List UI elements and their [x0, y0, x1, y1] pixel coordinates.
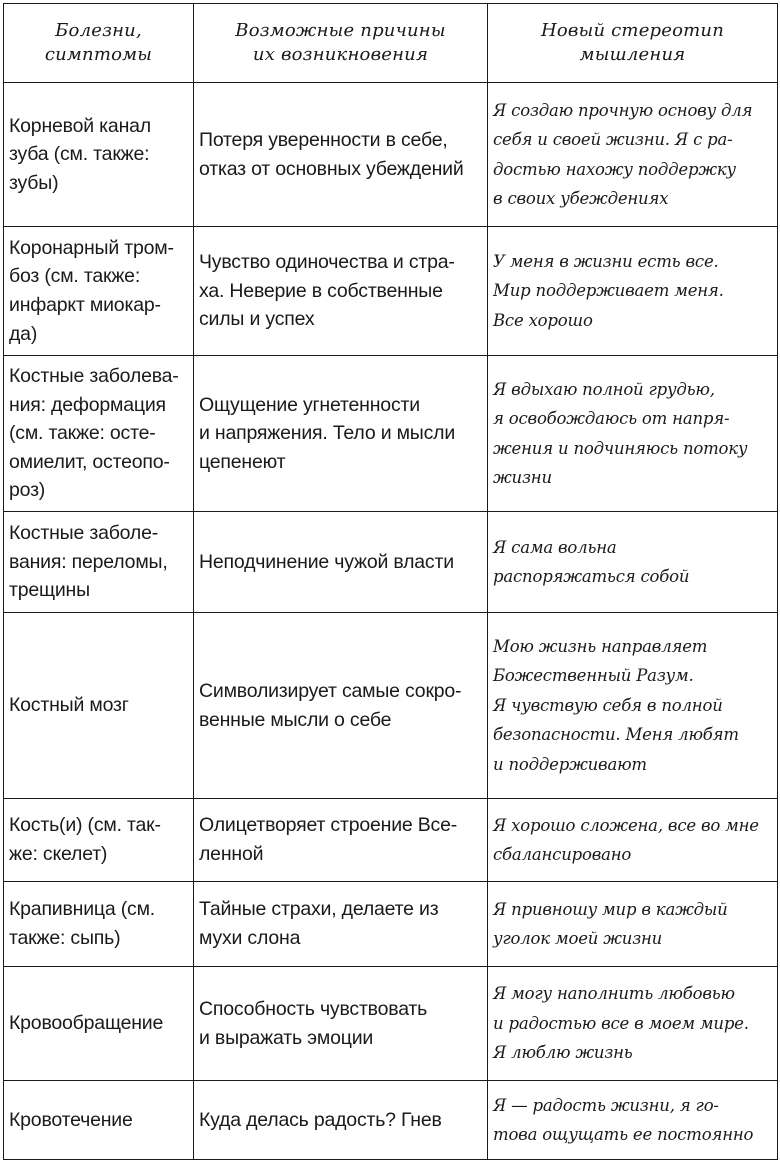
- cause-cell: [194, 613, 488, 799]
- disease-cell: [4, 799, 194, 882]
- affirmation-line: Я хорошо сложена, все во мне: [493, 815, 759, 835]
- disease-cell: [4, 967, 194, 1081]
- table-row: [4, 512, 778, 613]
- affirmation-cell: [488, 227, 778, 356]
- disease-cell: [4, 882, 194, 967]
- affirmation-line: Я чувствую себя в полной: [493, 695, 723, 715]
- cause-line: и выражать эмоции: [199, 1026, 374, 1049]
- cause-line: венные мысли о себе: [199, 708, 392, 731]
- affirmation-line: в своих убеждениях: [493, 189, 669, 208]
- table-row: [4, 1081, 778, 1160]
- cause-line: силы и успех: [199, 308, 315, 331]
- disease-cell: [4, 356, 194, 512]
- cause-line: Олицетворяет строение Все-: [199, 814, 458, 837]
- disease-cell: [4, 512, 194, 613]
- disease-line: инфаркт миокар-: [9, 294, 161, 316]
- affirmation-line: жизни: [493, 468, 552, 487]
- affirmation-line: Я сама вольна: [493, 537, 617, 557]
- cause-cell: [194, 799, 488, 882]
- table-row: [4, 882, 778, 967]
- cause-cell: [194, 83, 488, 227]
- affirmation-line: Мою жизнь направляет: [493, 636, 708, 656]
- table-row: [4, 799, 778, 882]
- disease-line: Коронарный тром-: [9, 236, 174, 259]
- affirmation-cell: [488, 1081, 778, 1160]
- disease-cell: [4, 227, 194, 356]
- affirmation-line: Божественный Разум.: [493, 666, 694, 686]
- cause-line: цепенеют: [199, 450, 286, 473]
- affirmation-line: Я люблю жизнь: [493, 1043, 633, 1063]
- affirmation-line: жения и подчиняюсь потоку: [493, 438, 748, 458]
- cause-line: Символизирует самые сокро-: [199, 679, 462, 702]
- affirmation-line: Я — радость жизни, я го-: [493, 1095, 719, 1115]
- cause-cell: [194, 356, 488, 512]
- affirmation-line: я освобождаюсь от напря-: [493, 409, 730, 428]
- header-line: их возникновения: [252, 44, 429, 65]
- cause-cell: [194, 1081, 488, 1160]
- cause-line: Неподчинение чужой власти: [199, 550, 454, 573]
- disease-cell: [4, 613, 194, 799]
- table-row: [4, 227, 778, 356]
- affirmation-cell: [488, 512, 778, 613]
- cause-cell: [194, 882, 488, 967]
- disease-line: Крапивница (см.: [9, 898, 156, 921]
- affirmation-line: уголок моей жизни: [493, 929, 663, 948]
- disease-line: трещины: [9, 579, 90, 602]
- header-line: мышления: [579, 44, 686, 65]
- cause-line: и напряжения. Тело и мысли: [199, 422, 456, 445]
- cause-cell: [194, 967, 488, 1081]
- affirmation-line: и поддерживают: [493, 754, 647, 774]
- affirmation-cell: [488, 799, 778, 882]
- affirmation-line: Мир поддерживает меня.: [493, 281, 724, 301]
- disease-line: омиелит, остеопо-: [9, 450, 170, 473]
- affirmation-line: себя и своей жизни. Я с ра-: [493, 130, 733, 149]
- cause-line: Ощущение угнетенности: [199, 393, 420, 416]
- header-row: [4, 4, 778, 83]
- header-causes: [194, 4, 488, 83]
- disease-line: да): [9, 322, 38, 345]
- cause-line: Способность чувствовать: [199, 997, 428, 1020]
- cause-line: отказ от основных убеждений: [199, 157, 464, 180]
- disease-line: боз (см. также:: [9, 265, 141, 288]
- header-diseases: [4, 4, 194, 83]
- header-line: симптомы: [44, 44, 153, 65]
- cause-line: Тайные страхи, делаете из: [199, 898, 439, 921]
- affirmation-cell: [488, 356, 778, 512]
- affirmation-cell: [488, 967, 778, 1081]
- table-row: [4, 356, 778, 512]
- cause-cell: [194, 227, 488, 356]
- affirmation-line: сбалансировано: [493, 845, 632, 864]
- disease-line: Кровотечение: [9, 1108, 133, 1131]
- affirmation-cell: [488, 613, 778, 799]
- affirmation-line: безопасности. Меня любят: [493, 725, 739, 745]
- disease-line: Кровообращение: [9, 1012, 164, 1035]
- disease-line: зубы): [9, 171, 59, 194]
- header-affirmation: [488, 4, 778, 83]
- disease-line: Кость(и) (см. так-: [9, 814, 161, 837]
- affirmation-cell: [488, 83, 778, 227]
- disease-line: роз): [9, 479, 46, 502]
- affirmation-line: Я могу наполнить любовью: [493, 984, 735, 1004]
- disease-line: же: скелет): [9, 843, 108, 865]
- disease-line: вания: переломы,: [9, 550, 168, 573]
- affirmation-cell: [488, 882, 778, 967]
- affirmation-line: Я привношу мир в каждый: [493, 899, 728, 919]
- disease-line: Костный мозг: [9, 694, 129, 717]
- cause-line: Куда делась радость? Гнев: [199, 1108, 442, 1131]
- affirmation-line: това ощущать ее постоянно: [493, 1125, 754, 1144]
- affirmation-line: распоряжаться собой: [493, 567, 690, 586]
- affirmation-line: и радостью все в моем мире.: [493, 1013, 749, 1033]
- cause-line: ха. Неверие в собственные: [199, 279, 443, 302]
- cause-line: мухи слона: [199, 927, 301, 949]
- cause-line: Потеря уверенности в себе,: [199, 128, 448, 151]
- disease-line: Корневой канал: [9, 114, 151, 137]
- cause-cell: [194, 512, 488, 613]
- disease-line: Костные заболе-: [9, 522, 159, 545]
- affirmation-line: Я создаю прочную основу для: [493, 100, 753, 120]
- disease-line: Костные заболева-: [9, 365, 179, 388]
- header-line: Новый стереотип: [540, 20, 725, 41]
- disease-line: ния: деформация: [9, 393, 166, 416]
- affirmation-line: достью нахожу поддержку: [493, 159, 736, 179]
- cause-line: Чувство одиночества и стра-: [199, 251, 455, 274]
- disease-line: (см. также: осте-: [9, 422, 156, 445]
- disease-table: [3, 3, 778, 1160]
- header-line: Возможные причины: [235, 20, 446, 41]
- affirmation-line: Я вдыхаю полной грудью,: [493, 379, 715, 399]
- disease-cell: [4, 1081, 194, 1160]
- table-row: [4, 613, 778, 799]
- disease-line: зуба (см. также:: [9, 143, 150, 166]
- cause-line: ленной: [199, 843, 264, 865]
- affirmation-line: Все хорошо: [493, 310, 593, 330]
- disease-line: также: сыпь): [9, 927, 121, 949]
- table-row: [4, 83, 778, 227]
- table-row: [4, 967, 778, 1081]
- disease-cell: [4, 83, 194, 227]
- header-line: Болезни,: [55, 20, 142, 41]
- affirmation-line: У меня в жизни есть все.: [493, 251, 719, 271]
